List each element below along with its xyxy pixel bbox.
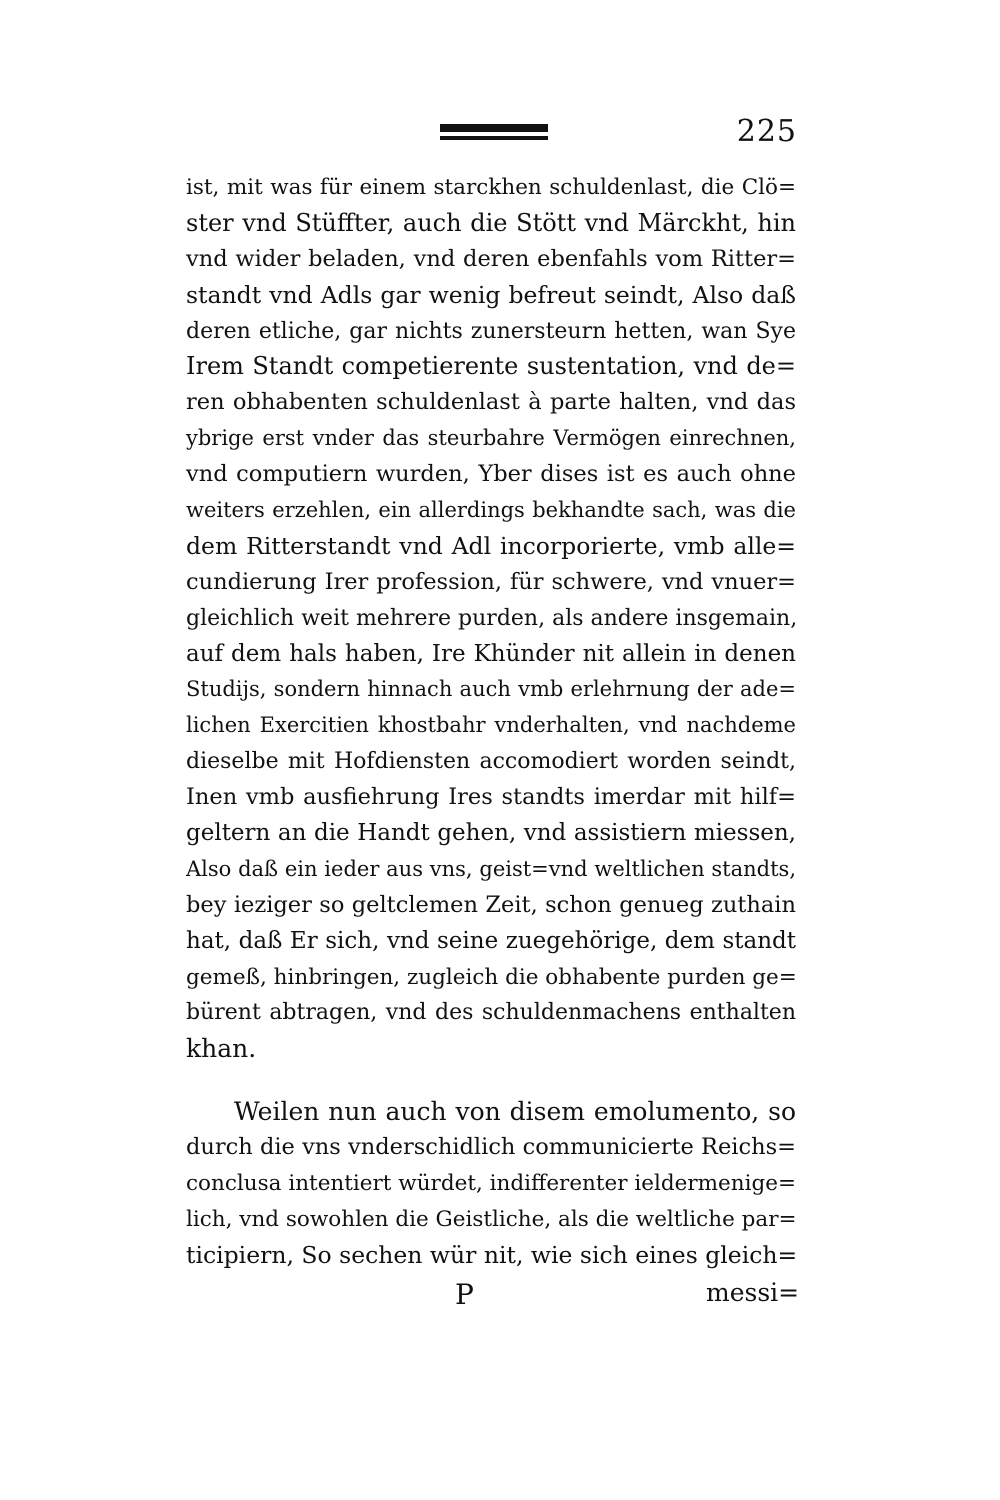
text-line: Irem Standt competierente sustentation, vnd de= (186, 352, 796, 381)
header-rule-thin-bar (440, 136, 548, 140)
text-line: Also daß ein ieder aus vns, geist=vnd weltlichen standts, (186, 856, 796, 881)
text-line: gleichlich weit mehrere purden, als andere insgemain, (186, 605, 798, 631)
page-number: 225 (736, 114, 797, 149)
text-line: standt vnd Adls gar wenig befreut seindt, Also daß (186, 280, 796, 309)
text-line: ster vnd Stüffter, auch die Stött vnd Märckht, hin (186, 208, 796, 237)
signature-mark: P (455, 1278, 474, 1311)
text-line: gemeß, hinbringen, zugleich die obhabente purden ge= (186, 964, 797, 990)
text-line: ist, mit was für einem starckhen schuldenlast, die Clö= (186, 175, 796, 200)
text-line: ticipiern, So sechen wür nit, wie sich eines gleich= (186, 1240, 798, 1269)
text-line: weiters erzehlen, ein allerdings bekhandte sach, was die (186, 498, 796, 523)
text-line: lichen Exercitien khostbahr vnderhalten, vnd nachdeme (186, 713, 796, 738)
text-line: ybrige erst vnder das steurbahre Vermögen einrechnen, (186, 426, 796, 451)
text-line: bey ieziger so geltclemen Zeit, schon genueg zuthain (186, 891, 796, 918)
text-line: vnd computiern wurden, Yber dises ist es auch ohne (186, 461, 796, 488)
paragraph-1 (186, 170, 796, 1067)
text-line: Inen vmb ausfiehrung Ires standts imerdar mit hilf= (186, 784, 796, 811)
text-line: auf dem hals haben, Ire Khünder nit allein in denen (186, 640, 796, 667)
text-line: geltern an die Handt gehen, vnd assistiern miessen, (186, 820, 796, 847)
catchword: messi= (706, 1278, 800, 1307)
text-line: khan. (186, 1034, 257, 1064)
text-line: bürent abtragen, vnd des schuldenmachens enthalten (186, 1000, 796, 1026)
text-line: ren obhabenten schuldenlast à parte halten, vnd das (186, 389, 796, 416)
header-ornament-rule (440, 124, 548, 144)
text-line: cundierung Irer profession, für schwere, vnd vnuer= (186, 568, 796, 595)
text-line: hat, daß Er sich, vnd seine zuegehörige, dem standt (186, 927, 796, 954)
text-line: vnd wider beladen, vnd deren ebenfahls vom Ritter= (186, 245, 796, 272)
text-line: Studijs, sondern hinnach auch vmb erlehrnung der ade= (186, 677, 796, 702)
text-line: dem Ritterstandt vnd Adl incorporierte, vmb alle= (186, 531, 796, 560)
text-line: lich, vnd sowohlen die Geistliche, als die weltliche par= (186, 1206, 797, 1232)
text-line: conclusa intentiert würdet, indifferenter ieldermenige= (186, 1170, 796, 1196)
text-line: dieselbe mit Hofdiensten accomodiert worden seindt, (186, 749, 796, 775)
paragraph-2 (186, 1094, 796, 1273)
text-line: deren etliche, gar nichts zunersteurn hetten, wan Sye (186, 318, 796, 344)
text-line: Weilen nun auch von disem emolumento, so (234, 1097, 796, 1126)
header-rule-thick-bar (440, 124, 548, 132)
text-line: durch die vns vnderschidlich communicierte Reichs= (186, 1133, 796, 1160)
